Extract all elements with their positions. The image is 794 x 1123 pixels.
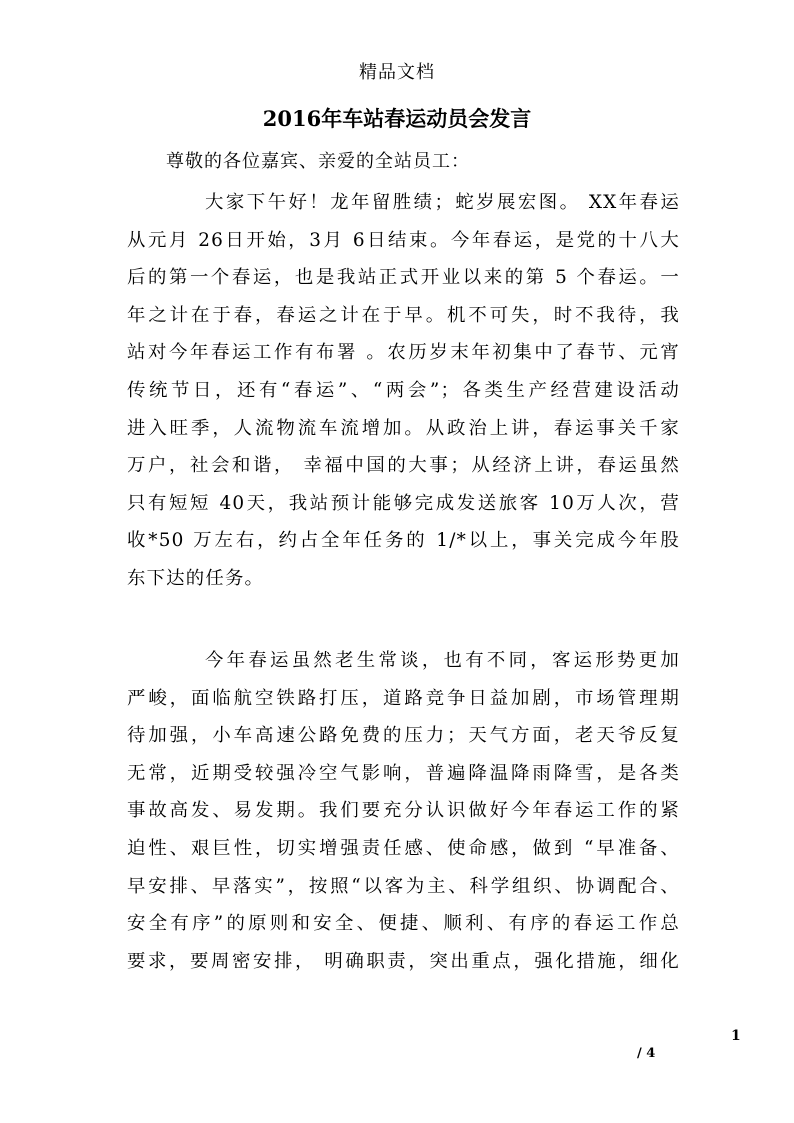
- document-title: 2016年车站春运动员会发言: [262, 106, 532, 131]
- paragraph-line: 事故高发、易发期。我们要充分认识做好今年春运工作的紧: [127, 800, 680, 822]
- paragraph-line: 收*50 万左右，约占全年任务的 1/*以上，事关完成今年股: [127, 530, 680, 552]
- paragraph-line: 传统节日，还有“春运”、“两会”；各类生产经营建设活动: [127, 379, 680, 401]
- paragraph-line: 安全有序”的原则和安全、便捷、顺利、有序的春运工作总: [127, 913, 680, 935]
- paragraph-line: 只有短短 40天，我站预计能够完成发送旅客 10万人次，营: [127, 492, 680, 514]
- paragraph-line: 迫性、艰巨性，切实增强责任感、使命感，做到 “早准备、: [127, 837, 680, 859]
- page-number: 1: [731, 1028, 741, 1044]
- document-header: 精品文档: [359, 62, 435, 83]
- paragraph-line: 站对今年春运工作有布署 。农历岁末年初集中了春节、元宵: [127, 342, 680, 364]
- paragraph-1: [127, 184, 680, 598]
- paragraph-line: 待加强，小车高速公路免费的压力；天气方面，老天爷反复: [127, 725, 680, 747]
- greeting-line: 尊敬的各位嘉宾、亲爱的全站员工：: [166, 151, 470, 172]
- paragraph-line: 大家下午好！龙年留胜绩；蛇岁展宏图。 XX年春运: [205, 192, 680, 213]
- paragraph-line: 进入旺季，人流物流车流增加。从政治上讲，春运事关千家: [127, 417, 680, 439]
- paragraph-line: 严峻，面临航空铁路打压，道路竞争日益加剧，市场管理期: [127, 687, 680, 709]
- paragraph-line: 无常，近期受较强冷空气影响，普遍降温降雨降雪，是各类: [127, 762, 680, 784]
- paragraph-line: 年之计在于春，春运之计在于早。机不可失，时不我待，我: [127, 304, 680, 326]
- page-total: / 4: [637, 1046, 656, 1061]
- paragraph-line: 万户，社会和谐， 幸福中国的大事；从经济上讲，春运虽然: [127, 455, 680, 477]
- paragraph-line: 今年春运虽然老生常谈，也有不同，客运形势更加: [205, 650, 680, 671]
- paragraph-line: 要求，要周密安排， 明确职责，突出重点，强化措施，细化: [127, 950, 680, 972]
- paragraph-line: 东下达的任务。: [127, 567, 265, 589]
- paragraph-2: [127, 642, 680, 980]
- paragraph-line: 早安排、早落实”，按照“以客为主、科学组织、协调配合、: [127, 875, 680, 897]
- paragraph-line: 从元月 26日开始，3月 6日结束。今年春运，是党的十八大: [127, 229, 680, 251]
- paragraph-line: 后的第一个春运，也是我站正式开业以来的第 5 个春运。一: [127, 267, 680, 289]
